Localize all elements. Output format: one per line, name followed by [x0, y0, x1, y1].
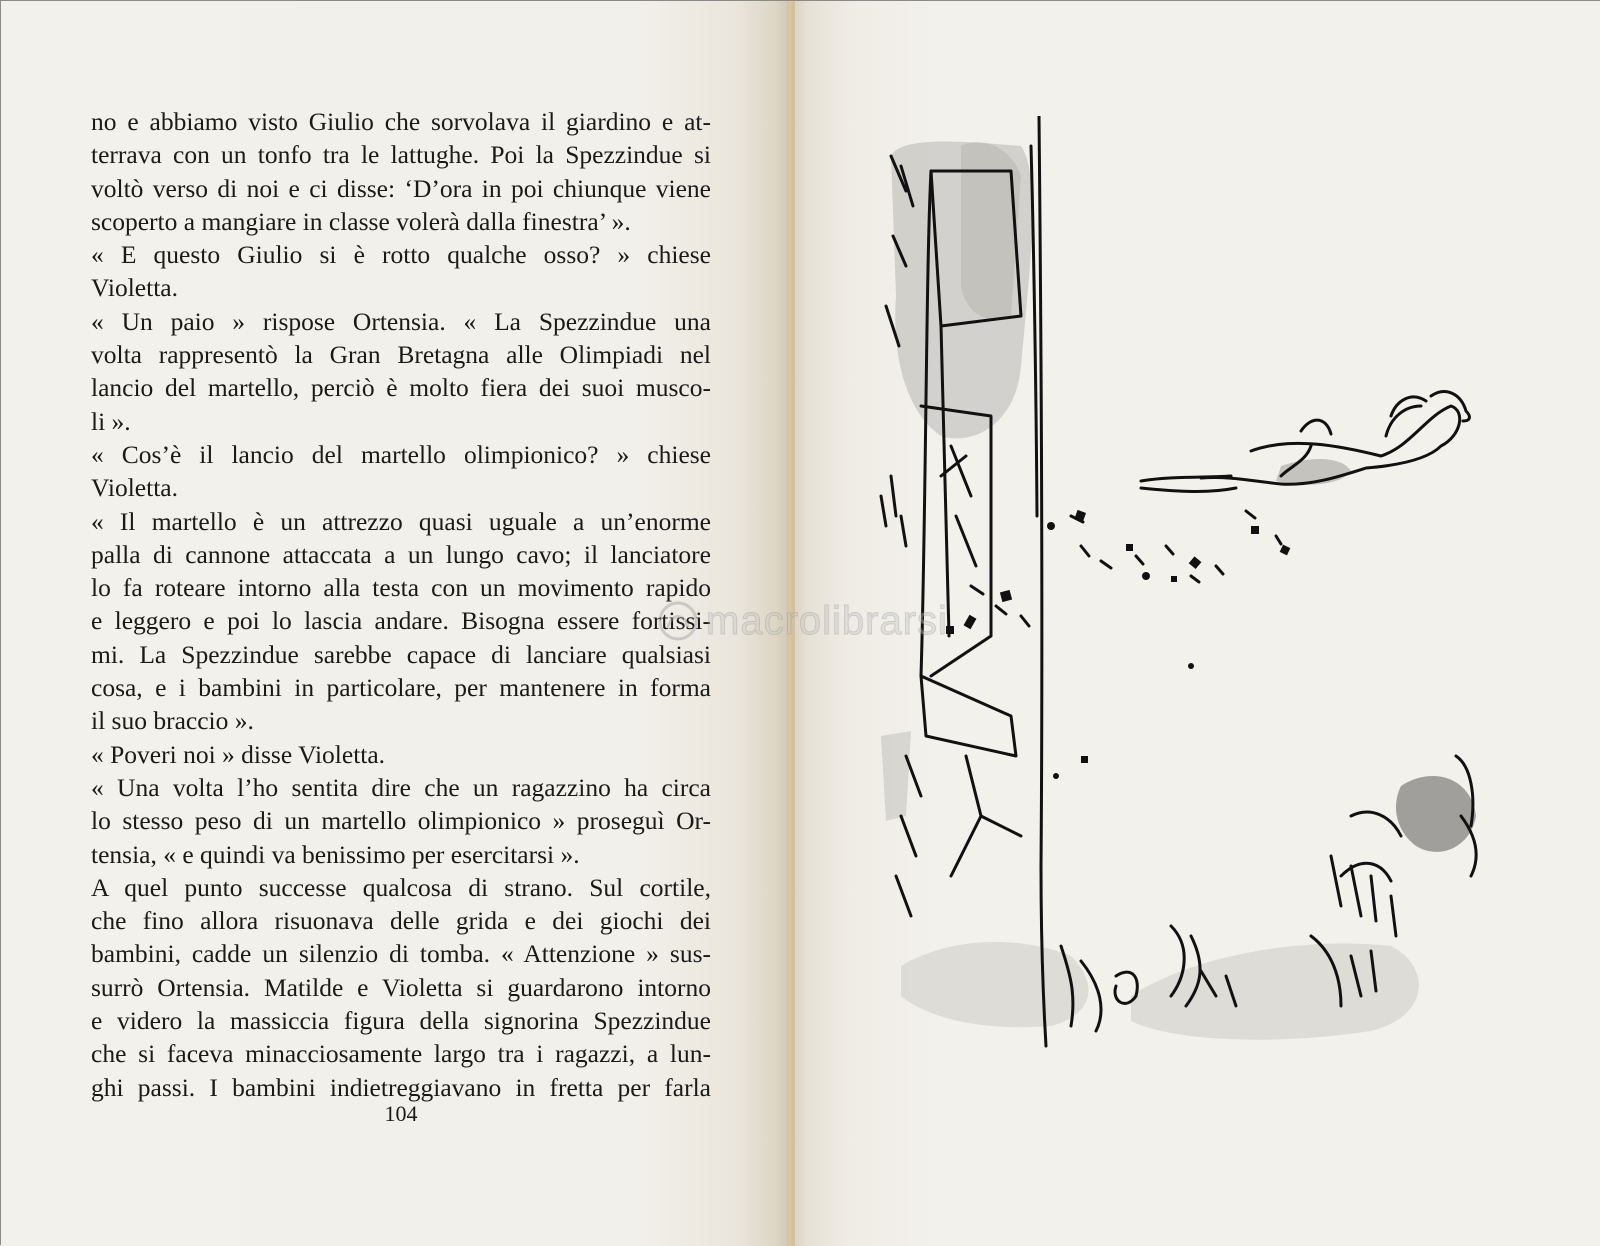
text-line: il suo braccio ».	[91, 706, 254, 736]
text-line: « Una volta l’ho sentita dire che un ragazzino ha circa	[91, 772, 711, 802]
text-line: lancio del martello, perciò è molto fiera dei suoi musco-	[91, 373, 711, 403]
text-line: che si faceva minacciosamente largo tra i ragazzi, a lun-	[91, 1039, 711, 1069]
text-line: volta rappresentò la Gran Bretagna alle Olimpiadi nel	[91, 340, 711, 370]
text-line: A quel punto successe qualcosa di strano. Sul cortile,	[91, 872, 711, 902]
text-line: terrava con un tonfo tra le lattughe. Poi la Spezzindue si	[91, 140, 711, 170]
text-line: che fino allora risuonava delle grida e dei giochi dei	[91, 906, 711, 936]
text-line: « E questo Giulio si è rotto qualche osso? » chiese	[91, 240, 711, 270]
text-line: e videro la massiccia figura della signorina Spezzindue	[91, 1006, 711, 1036]
text-line: « Un paio » rispose Ortensia. « La Spezzindue una	[91, 306, 711, 336]
text-line: lo fa roteare intorno alla testa con un movimento rapido	[91, 573, 711, 603]
text-line: ghi passi. I bambini indietreggiavano in fretta per farla	[91, 1072, 711, 1102]
text-line: voltò verso di noi e ci disse: ‘D’ora in poi chiunque viene	[91, 173, 711, 203]
text-line: scoperto a mangiare in classe volerà dalla finestra’ ».	[91, 206, 631, 236]
text-line: palla di cannone attaccata a un lungo cavo; il lanciatore	[91, 539, 711, 569]
text-line: « Il martello è un attrezzo quasi uguale a un’enorme	[91, 506, 711, 536]
text-line: « Poveri noi » disse Violetta.	[91, 739, 386, 769]
text-line: Violetta.	[91, 273, 178, 303]
text-line: Violetta.	[91, 473, 178, 503]
text-line: cosa, e i bambini in particolare, per mantenere in forma	[91, 673, 711, 703]
text-line: bambini, cadde un silenzio di tomba. « Attenzione » sus-	[91, 939, 711, 969]
bleed-through-texture	[881, 101, 1581, 1111]
text-line: tensia, « e quindi va benissimo per esercitarsi ».	[91, 839, 580, 869]
body-text	[91, 105, 711, 1104]
text-line: « Cos’è il lancio del martello olimpionico? » chiese	[91, 439, 711, 469]
text-line: surrò Ortensia. Matilde e Violetta si guardarono intorno	[91, 972, 711, 1002]
text-line: li ».	[91, 406, 131, 436]
watermark-text: macrolibrarsi	[706, 598, 948, 643]
text-line: mi. La Spezzindue sarebbe capace di lanciare qualsiasi	[91, 639, 711, 669]
watermark-logo-icon	[656, 599, 700, 643]
text-line: lo stesso peso di un martello olimpionico » proseguì Or-	[91, 806, 711, 836]
page-number: 104	[384, 1101, 418, 1126]
watermark	[656, 596, 948, 646]
text-line: no e abbiamo visto Giulio che sorvolava il giardino e at-	[91, 107, 711, 136]
text-line: e leggero e poi lo lascia andare. Bisogna essere fortissi-	[91, 606, 711, 636]
